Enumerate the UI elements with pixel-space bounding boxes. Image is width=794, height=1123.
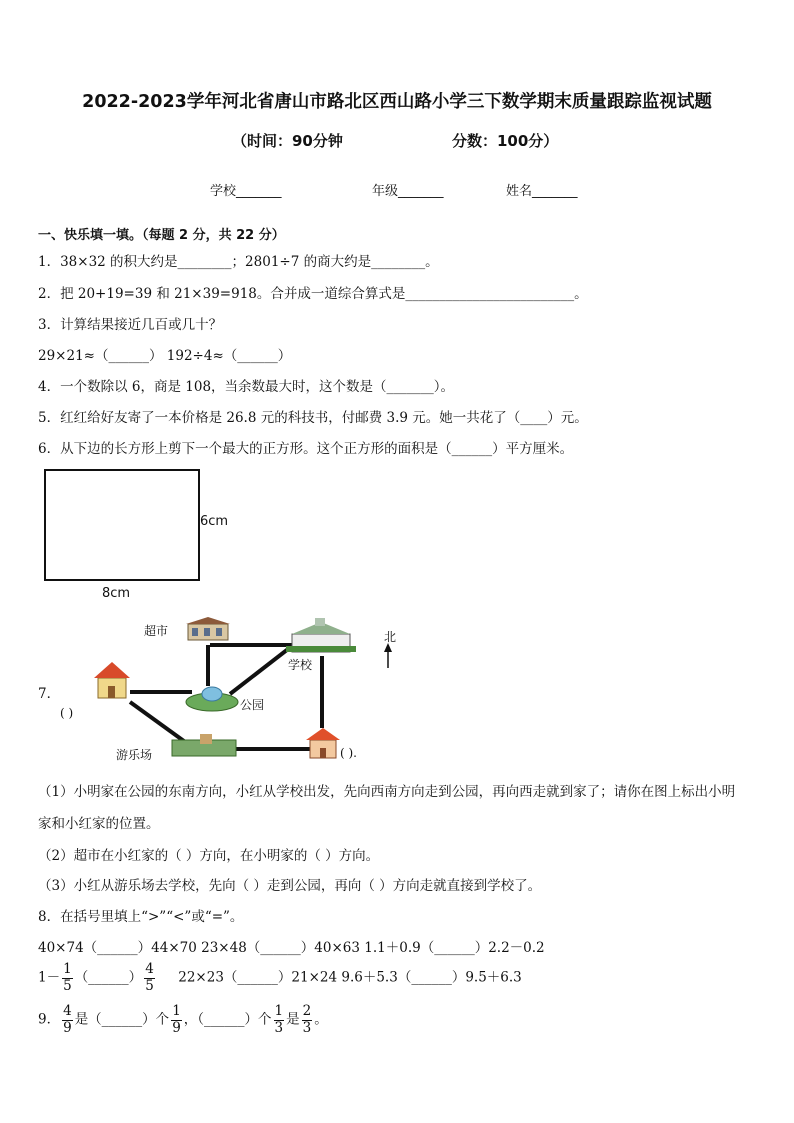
q8-row2-prefix: 1－ (38, 969, 61, 986)
road-school-park (230, 646, 292, 694)
question-7-number: 7． (38, 686, 61, 702)
denominator: 5 (145, 977, 154, 994)
question-8-row2 (38, 962, 522, 994)
numerator: 4 (63, 1003, 72, 1019)
numerator: 1 (172, 1003, 181, 1019)
q8-row2-blank[interactable]: （______） (74, 969, 143, 986)
playground-label: 游乐场 (116, 748, 153, 762)
page-title: 2022-2023学年河北省唐山市路北区西山路小学三下数学期末质量跟踪监视试题 (82, 92, 712, 112)
time-label: （时间：90分钟 (232, 132, 343, 150)
name-field[interactable]: 姓名_______ (506, 184, 578, 199)
section-heading: 一、快乐填一填。（每题 2 分，共 22 分） (38, 228, 285, 243)
q9-text-1: 是（______）个 (74, 1011, 170, 1028)
north-arrow-icon (384, 643, 392, 668)
park-icon (186, 687, 238, 711)
fraction-4-5 (144, 962, 155, 994)
right-house-blank[interactable]: ( ). (340, 746, 357, 760)
fraction-4-9 (62, 1004, 73, 1036)
denominator: 3 (302, 1019, 312, 1036)
numerator: 2 (302, 1003, 312, 1019)
supermarket-label: 超市 (144, 624, 169, 638)
question-7-part1-line1: （1）小明家在公园的东南方向，小红从学校出发，先向西南方向走到公园，再向西走就到家了；请你在图上标出小明 (38, 784, 736, 800)
north-label: 北 (384, 630, 397, 644)
question-8: 8．在括号里填上“>”“<”或“=”。 (38, 909, 244, 925)
question-6: 6．从下边的长方形上剪下一个最大的正方形。这个正方形的面积是（______）平方厘米。 (38, 441, 574, 457)
question-2: 2．把 20+19=39 和 21×39=918。合并成一道综合算式是_________________________。 (38, 286, 588, 302)
question-7-part2: （2）超市在小红家的（ ）方向，在小明家的（ ）方向。 (38, 848, 380, 864)
fraction-1-5 (62, 962, 73, 994)
school-icon (286, 618, 356, 652)
rectangle-width-label: 8cm (102, 586, 131, 601)
house-icon-left (94, 662, 130, 698)
fraction-1-9 (171, 1004, 182, 1036)
school-field[interactable]: 学校_______ (210, 184, 282, 199)
question-7-part1-line2: 家和小红家的位置。 (38, 816, 160, 832)
question-5: 5．红红给好友寄了一本价格是 26.8 元的科技书，付邮费 3.9 元。她一共花了（____）元。 (38, 410, 588, 426)
question-1: 1．38×32 的积大约是________；2801÷7 的商大约是________。 (38, 254, 439, 270)
question-4: 4．一个数除以 6，商是 108，当余数最大时，这个数是（_______）。 (38, 379, 455, 395)
q9-end: 。 (314, 1011, 328, 1028)
question-8-row1: 40×74（______）44×70 23×48（______）40×63 1.1＋0.9（______）2.2－0.2 (38, 940, 545, 956)
q9-text-2: ，（______）个 (183, 1011, 272, 1028)
rectangle-figure (44, 469, 200, 581)
supermarket-icon (186, 617, 230, 640)
denominator: 3 (274, 1019, 284, 1036)
question-7-part3: （3）小红从游乐场去学校，先向（ ）走到公园，再向（ ）方向走就直接到学校了。 (38, 878, 542, 894)
left-house-blank[interactable]: ( ) (60, 706, 74, 720)
direction-map (60, 616, 420, 768)
fraction-2-3 (302, 1004, 313, 1036)
rectangle-height-label: 6cm (200, 514, 229, 529)
road-left-playground (130, 702, 188, 744)
q8-row2-rest: 22×23（______）21×24 9.6＋5.3（______）9.5＋6.3 (178, 969, 522, 986)
q9-text-3: 是 (286, 1011, 300, 1028)
numerator: 4 (145, 961, 154, 977)
question-9 (38, 1004, 328, 1036)
fraction-1-3 (274, 1004, 285, 1036)
numerator: 1 (274, 1003, 284, 1019)
denominator: 5 (63, 977, 72, 994)
park-label: 公园 (240, 698, 265, 712)
house-icon-right (306, 728, 340, 758)
score-label: 分数：100分） (452, 132, 559, 150)
denominator: 9 (172, 1019, 181, 1036)
numerator: 1 (63, 961, 72, 977)
q9-number: 9． (38, 1011, 61, 1028)
grade-field[interactable]: 年级_______ (372, 184, 444, 199)
school-label: 学校 (288, 658, 313, 672)
denominator: 9 (63, 1019, 72, 1036)
question-3-items: 29×21≈（______） 192÷4≈（______） (38, 348, 292, 364)
question-3: 3．计算结果接近几百或几十？ (38, 317, 223, 333)
